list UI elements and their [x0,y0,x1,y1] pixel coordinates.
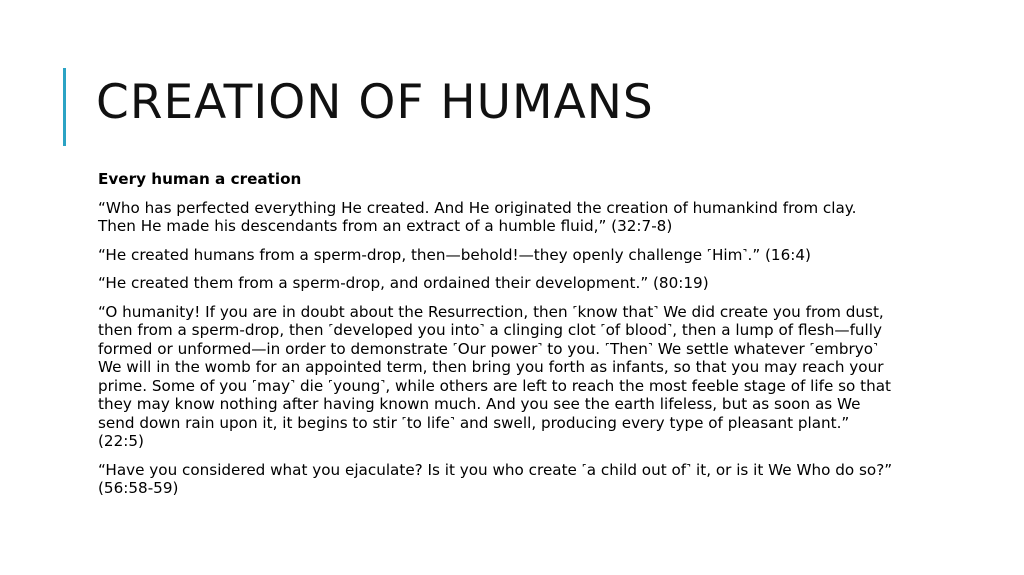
title-accent-bar [63,68,66,146]
subheading: Every human a creation [98,170,302,188]
verse-paragraph: “He created them from a sperm-drop, and ordained their development.” (80:19) [98,274,709,292]
verse-paragraph: “O humanity! If you are in doubt about the Resurrection, then ˹know that˺ We did create you from dust, then from a sperm-drop, then ˹developed you into˺ a clinging clot ˹of blood˺, then a lump of flesh—fully formed or unformed—in order to demonstrate ˹Our power˺ to you. ˹Then˺ We settle whatever ˹embryo˺ We will in the womb for an appointed term, then bring you forth as infants, so that you may reach your prime. Some of you ˹may˺ die ˹young˺, while others are left to reach the most feeble stage of life so that they may know nothing after having known much. And you see the earth lifeless, but as soon as We send down rain upon it, it begins to stir ˹to life˺ and swell, producing every type of pleasant plant.” (22:5) [98,302,891,450]
slide-body [98,170,898,508]
verse-paragraph: “Have you considered what you ejaculate? Is it you who create ˹a child out of˺ it, or is it We Who do so?” (56:58-59) [98,460,893,497]
verse-paragraph: “He created humans from a sperm-drop, then—behold!—they openly challenge ˹Him˺.” (16:4) [98,245,811,264]
verse-paragraph: “Who has perfected everything He created. And He originated the creation of humankind from clay. Then He made his descendants from an extract of a humble fluid,” (32:7-8) [98,198,857,235]
slide-title: CREATION OF HUMANS [96,75,654,130]
